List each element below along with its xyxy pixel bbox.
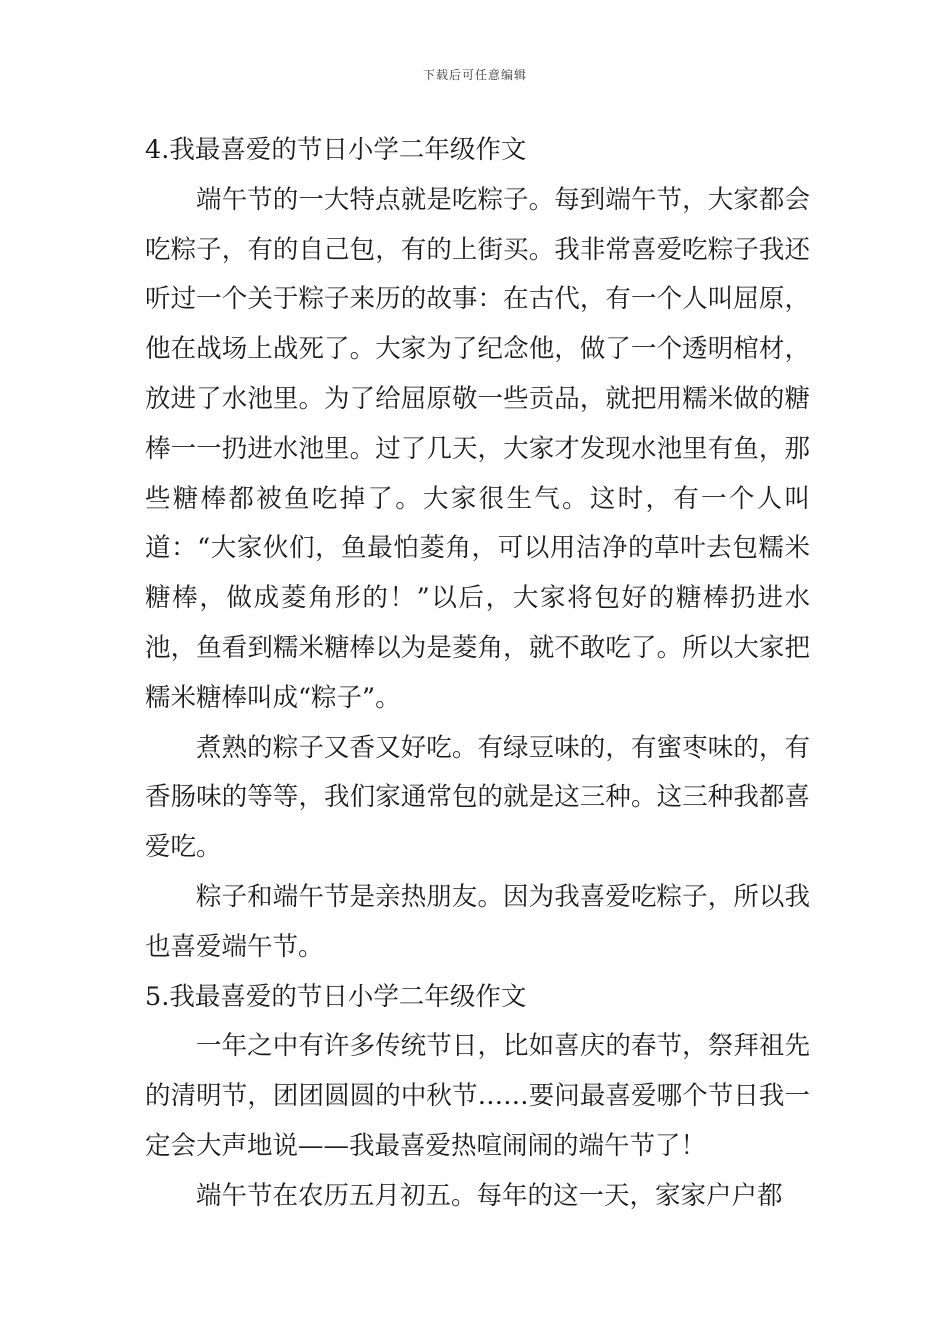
section-4-title: 4.我最喜爱的节日小学二年级作文 <box>145 135 527 165</box>
section-5-paragraph-1: 一年之中有许多传统节日，比如喜庆的春节，祭拜祖先的清明节，团团圆圆的中秋节……要问最喜爱哪个节日我一定会大声地说——我最喜爱热喧闹闹的端午节了！ <box>145 1031 810 1161</box>
download-note: 下载后可任意编辑 <box>422 68 527 82</box>
section-4-paragraph-2: 煮熟的粽子又香又好吃。有绿豆味的，有蜜枣味的，有香肠味的等等，我们家通常包的就是这三种。这三种我都喜爱吃。 <box>145 732 810 863</box>
section-5-title: 5.我最喜爱的节日小学二年级作文 <box>145 981 527 1012</box>
section-4-paragraph-1: 端午节的一大特点就是吃粽子。每到端午节，大家都会吃粽子，有的自己包，有的上街买。我非常喜爱吃粽子我还听过一个关于粽子来历的故事：在古代，有一个人叫屈原，他在战场上战死了。大家为了纪念他，做了一个透明棺材，放进了水池里。为了给屈原敬一些贡品，就把用糯米做的糖棒一一扔进水池里。过了几天，大家才发现水池里有鱼，那些糖棒都被鱼吃掉了。大家很生气。这时，有一个人叫道：“大家伙们，鱼最怕菱角，可以用洁净的草叶去包糯米糖棒，做成菱角形的！”以后，大家将包好的糖棒扔进水池，鱼看到糯米糖棒以为是菱角，就不敢吃了。所以大家把糯米糖棒叫成“粽子”。 <box>145 184 810 713</box>
document-body <box>145 126 810 1222</box>
section-4-paragraph-3: 粽子和端午节是亲热朋友。因为我喜爱吃粽子，所以我也喜爱端午节。 <box>145 881 810 962</box>
section-5-paragraph-2: 端午节在农历五月初五。每年的这一天，家家户户都 <box>196 1180 783 1211</box>
